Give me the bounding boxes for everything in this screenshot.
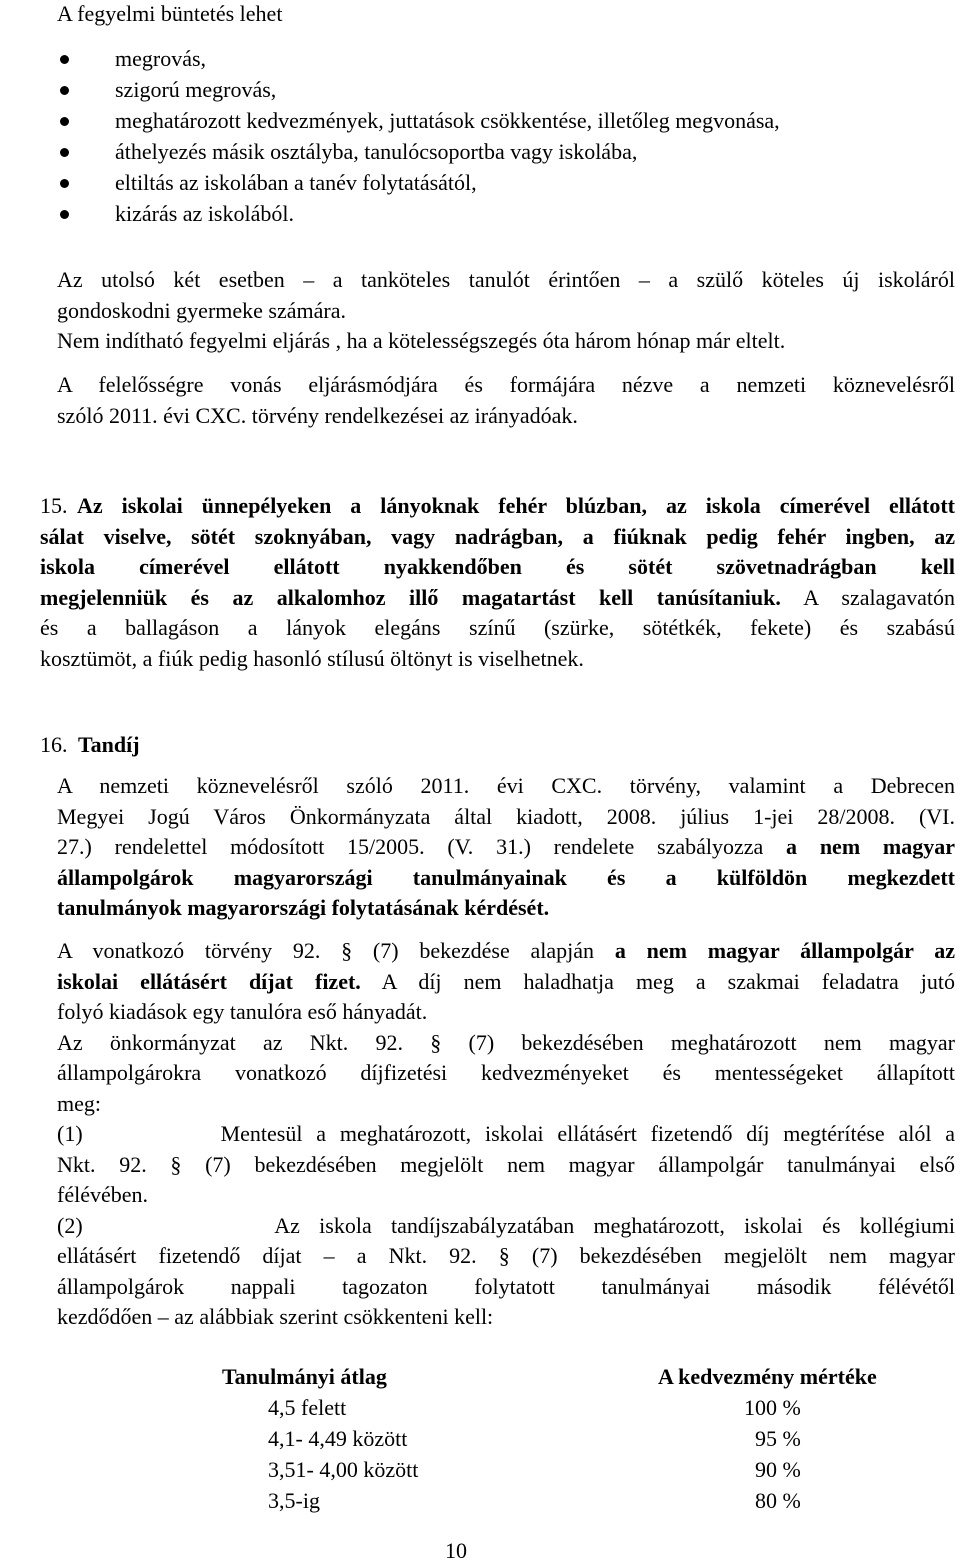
- text-line: Nkt. 92. § (7) bekezdésében megjelölt nem magyar állampolgár tanulmányai első: [57, 1151, 955, 1177]
- section-number-15: 15.: [40, 493, 68, 518]
- text-line: ellátásért fizetendő díjat – a Nkt. 92. § (7) bekezdésében megjelölt nem magyar: [57, 1243, 955, 1268]
- section-15-dress-code: [40, 491, 955, 674]
- section-number-16: 16.: [40, 732, 68, 757]
- text-line: meg:: [57, 1090, 101, 1116]
- text-line: folyó kiadások egy tanulóra eső hányadát.: [57, 999, 428, 1024]
- text-line: Az utolsó két esetben – a tanköteles tanulót érintően – a szülő köteles új iskoláról: [57, 267, 955, 292]
- text-line: sálat viselve, sötét szoknyában, vagy nadrágban, a fiúknak pedig fehér ingben, az: [40, 523, 955, 549]
- text-line-bold: megjelenniük és az alkalomhoz illő magatartást kell tanúsítaniuk.: [40, 584, 781, 610]
- text-line: kosztümöt, a fiúk pedig hasonló stílusú öltönyt is viselhetnek.: [40, 645, 584, 671]
- column-header: Tanulmányi átlag: [222, 1364, 387, 1390]
- table-cell: 3,5-ig: [268, 1488, 320, 1514]
- list-item: szigorú megrovás,: [115, 77, 277, 102]
- text-line: A nemzeti köznevelésről szóló 2011. évi CXC. törvény, valamint a Debrecen: [57, 773, 955, 798]
- table-cell: 4,1- 4,49 között: [268, 1426, 408, 1452]
- table-header-row: [222, 1362, 958, 1393]
- text-line: Az iskolai ünnepélyeken a lányoknak fehér blúzban, az iskola címerével ellátott: [77, 493, 955, 518]
- list-item: áthelyezés másik osztályba, tanulócsoportba vagy iskolába,: [115, 139, 638, 164]
- table-cell: 95 %: [755, 1426, 801, 1452]
- text-line: tanulmányok magyarországi folytatásának kérdését.: [57, 895, 550, 920]
- discount-table: [222, 1362, 958, 1517]
- text-line: állampolgárokra vonatkozó díjfizetési kedvezményeket és mentességeket állapított: [57, 1060, 955, 1085]
- paragraph-parent-duty: [57, 265, 955, 357]
- bullet-icon: [60, 148, 69, 157]
- list-item: megrovás,: [115, 46, 207, 71]
- text-line: szóló 2011. évi CXC. törvény rendelkezései az irányadóak.: [57, 402, 578, 428]
- text-line: A szalagavatón: [780, 584, 956, 610]
- text-line: 27.) rendelettel módosított 15/2005. (V. 31.) rendelete szabályozza: [57, 834, 764, 859]
- list-item: kizárás az iskolából.: [115, 201, 294, 226]
- column-header: A kedvezmény mértéke: [658, 1364, 877, 1390]
- text-line: kezdődően – az alábbiak szerint csökkenteni kell:: [57, 1304, 494, 1329]
- text-line: (1) Mentesül a meghatározott, iskolai ellátásért fizetendő díj megtérítése alól a: [57, 1121, 955, 1146]
- text-line: Az önkormányzat az Nkt. 92. § (7) bekezdésében meghatározott nem magyar: [57, 1029, 955, 1055]
- intro-text: A fegyelmi büntetés lehet: [57, 1, 283, 26]
- text-line: és a ballagáson a lányok elegáns színű (szürke, sötétkék, fekete) és szabású: [40, 615, 955, 640]
- bullet-icon: [60, 210, 69, 219]
- bullet-icon: [60, 117, 69, 126]
- bullet-icon: [60, 86, 69, 95]
- text-line: A felelősségre vonás eljárásmódjára és formájára nézve a nemzeti köznevelésről: [57, 372, 955, 397]
- paragraph-responsibility: [57, 370, 955, 431]
- table-row: [222, 1424, 958, 1455]
- text-line: állampolgárok nappali tagozaton folytatott tanulmányai második félévétől: [57, 1273, 955, 1299]
- paragraph-tuition-regulation: [57, 771, 955, 924]
- table-row: [222, 1455, 958, 1486]
- paragraph-fee-obligation: [57, 936, 955, 1333]
- text-line: (2) Az iskola tandíjszabályzatában meghatározott, iskolai és kollégiumi: [57, 1212, 955, 1238]
- table-cell: 80 %: [755, 1488, 801, 1514]
- text-line-bold: iskolai ellátásért díjat fizet.: [57, 968, 361, 994]
- text-line: A díj nem haladhatja meg a szakmai feladatra jutó: [360, 968, 955, 994]
- page-number: 10: [445, 1538, 467, 1563]
- list-item: eltiltás az iskolában a tanév folytatásától,: [115, 170, 477, 195]
- text-line: Nem indítható fegyelmi eljárás , ha a kötelességszegés óta három hónap már eltelt.: [57, 328, 786, 353]
- table-cell: 4,5 felett: [268, 1395, 347, 1421]
- text-line: félévében.: [57, 1182, 148, 1207]
- table-cell: 3,51- 4,00 között: [268, 1457, 419, 1483]
- text-line: A vonatkozó törvény 92. § (7) bekezdése alapján: [57, 938, 595, 963]
- bullet-icon: [60, 55, 69, 64]
- table-row: [222, 1393, 958, 1424]
- text-line: Megyei Jogú Város Önkormányzata által kiadott, 2008. július 1-jei 28/2008. (VI.: [57, 803, 955, 829]
- text-line: iskola címerével ellátott nyakkendőben és sötét szövetnadrágban kell: [40, 554, 955, 579]
- text-line: gondoskodni gyermeke számára.: [57, 297, 346, 323]
- list-item: meghatározott kedvezmények, juttatások csökkentése, illetőleg megvonása,: [115, 108, 780, 133]
- section-title-tandij: Tandíj: [78, 732, 140, 757]
- text-line: állampolgárok magyarországi tanulmányainak és a külföldön megkezdett: [57, 864, 955, 890]
- table-row: [222, 1486, 958, 1517]
- text-line-bold: a nem magyar állampolgár az: [594, 938, 955, 963]
- bullet-icon: [60, 179, 69, 188]
- table-cell: 100 %: [744, 1395, 801, 1421]
- text-line-bold: a nem magyar: [763, 834, 955, 859]
- table-cell: 90 %: [755, 1457, 801, 1483]
